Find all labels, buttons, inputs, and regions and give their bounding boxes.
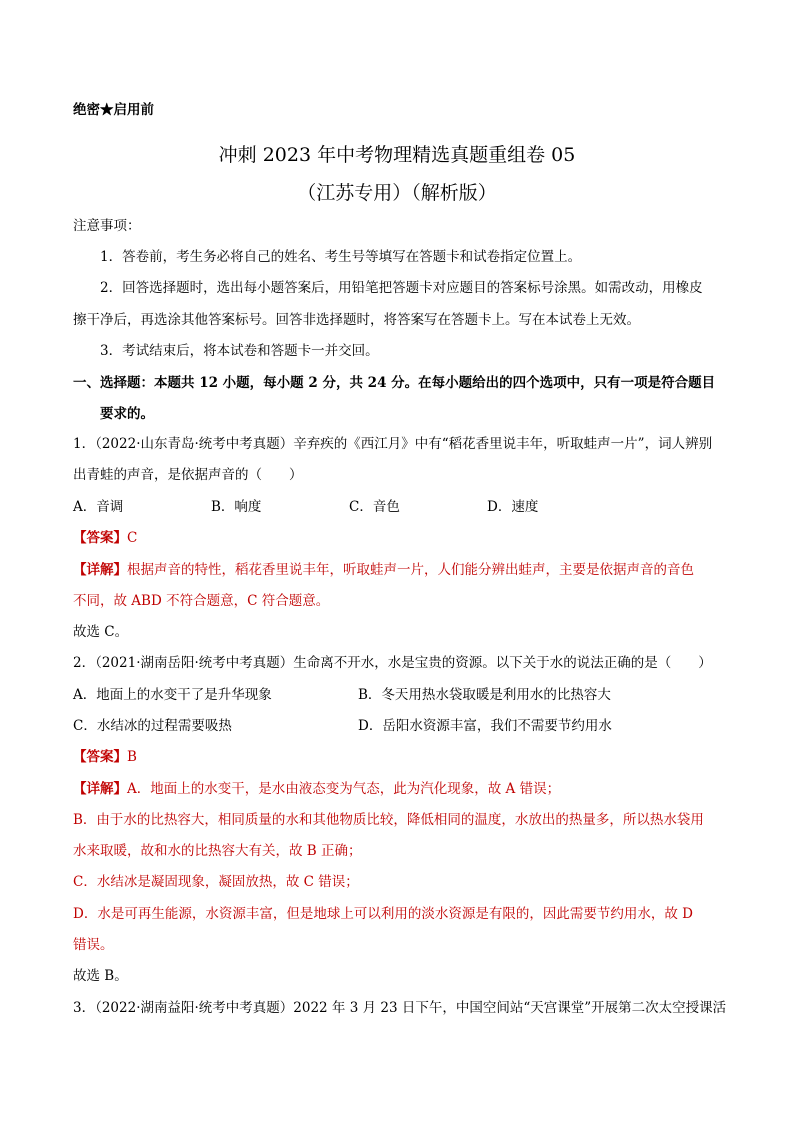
answer-tag: 【答案】 bbox=[73, 749, 127, 765]
document-subtitle: （江苏专用）（解析版） bbox=[297, 182, 497, 204]
section-heading: 一、选择题：本题共 12 小题，每小题 2 分，共 24 分。在每小题给出的四个选项中，只有一项是符合题目 bbox=[73, 375, 716, 391]
question-2-detail-d: D．水是可再生能源，水资源丰富，但是地球上可以利用的淡水资源是有限的，因此需要节约用水，故 D bbox=[73, 906, 693, 922]
answer-value: B bbox=[127, 749, 137, 765]
question-1-detail-cont: 不同，故 ABD 不符合题意，C 符合题意。 bbox=[73, 593, 330, 609]
note-item: 3．考试结束后，将本试卷和答题卡一并交回。 bbox=[100, 343, 379, 359]
question-1-option-c: C．音色 bbox=[349, 499, 400, 515]
question-1-detail bbox=[73, 560, 694, 580]
question-2-option-d: D．岳阳水资源丰富，我们不需要节约用水 bbox=[358, 718, 612, 734]
answer-tag: 【答案】 bbox=[73, 530, 127, 546]
question-2-detail-b: B．由于水的比热容大，相同质量的水和其他物质比较，降低相同的温度，水放出的热量多，所以热水袋用 bbox=[73, 812, 704, 828]
question-2-detail bbox=[73, 779, 560, 799]
question-2-option-b: B．冬天用热水袋取暖是利用水的比热容大 bbox=[358, 687, 611, 703]
question-1-option-b: B．响度 bbox=[211, 499, 262, 515]
question-3-stem: 3．（2022·湖南益阳·统考中考真题）2022 年 3 月 23 日下午，中国空间站“天宫课堂”开展第二次太空授课活 bbox=[73, 1000, 727, 1016]
question-2-conclusion: 故选 B。 bbox=[73, 968, 128, 984]
detail-tag: 【详解】 bbox=[73, 781, 127, 797]
question-2-detail-c: C．水结冰是凝固现象，凝固放热，故 C 错误； bbox=[73, 874, 359, 890]
question-1-conclusion: 故选 C。 bbox=[73, 624, 129, 640]
question-2-option-c: C．水结冰的过程需要吸热 bbox=[73, 718, 232, 734]
secret-label: 绝密★启用前 bbox=[73, 102, 154, 118]
question-1-stem-cont: 出青蛙的声音，是依据声音的（ ） bbox=[73, 467, 303, 483]
answer-value: C bbox=[127, 530, 138, 546]
question-2-stem: 2．（2021·湖南岳阳·统考中考真题）生命离不开水，水是宝贵的资源。以下关于水的说法正确的是（ ） bbox=[73, 655, 712, 671]
section-heading-cont: 要求的。 bbox=[100, 406, 154, 422]
note-item: 2．回答选择题时，选出每小题答案后，用铅笔把答题卡对应题目的答案标号涂黑。如需改动，用橡皮 bbox=[100, 280, 703, 296]
question-2-detail-d-cont: 错误。 bbox=[73, 937, 114, 953]
question-2-option-a: A．地面上的水变干了是升华现象 bbox=[73, 687, 272, 703]
document-title: 冲刺 2023 年中考物理精选真题重组卷 05 bbox=[218, 144, 576, 166]
detail-text: 根据声音的特性，稻花香里说丰年，听取蛙声一片，人们能分辨出蛙声，主要是依据声音的音色 bbox=[127, 562, 694, 578]
detail-tag: 【详解】 bbox=[73, 562, 127, 578]
question-1-option-a: A．音调 bbox=[73, 499, 124, 515]
question-1-answer bbox=[73, 528, 137, 548]
question-2-answer bbox=[73, 747, 137, 767]
note-item: 1．答卷前，考生务必将自己的姓名、考生号等填写在答题卡和试卷指定位置上。 bbox=[100, 249, 582, 265]
notes-heading: 注意事项： bbox=[73, 218, 141, 234]
question-2-detail-b-cont: 水来取暖，故和水的比热容大有关，故 B 正确； bbox=[73, 843, 362, 859]
question-1-option-d: D．速度 bbox=[487, 499, 539, 515]
detail-text: A．地面上的水变干，是水由液态变为气态，此为汽化现象，故 A 错误； bbox=[127, 781, 561, 797]
note-item: 擦干净后，再选涂其他答案标号。回答非选择题时，将答案写在答题卡上。写在本试卷上无效。 bbox=[73, 312, 640, 328]
question-1-stem: 1．（2022·山东青岛·统考中考真题）辛弃疾的《西江月》中有“稻花香里说丰年，听取蛙声一片”，词人辨别 bbox=[73, 436, 713, 452]
